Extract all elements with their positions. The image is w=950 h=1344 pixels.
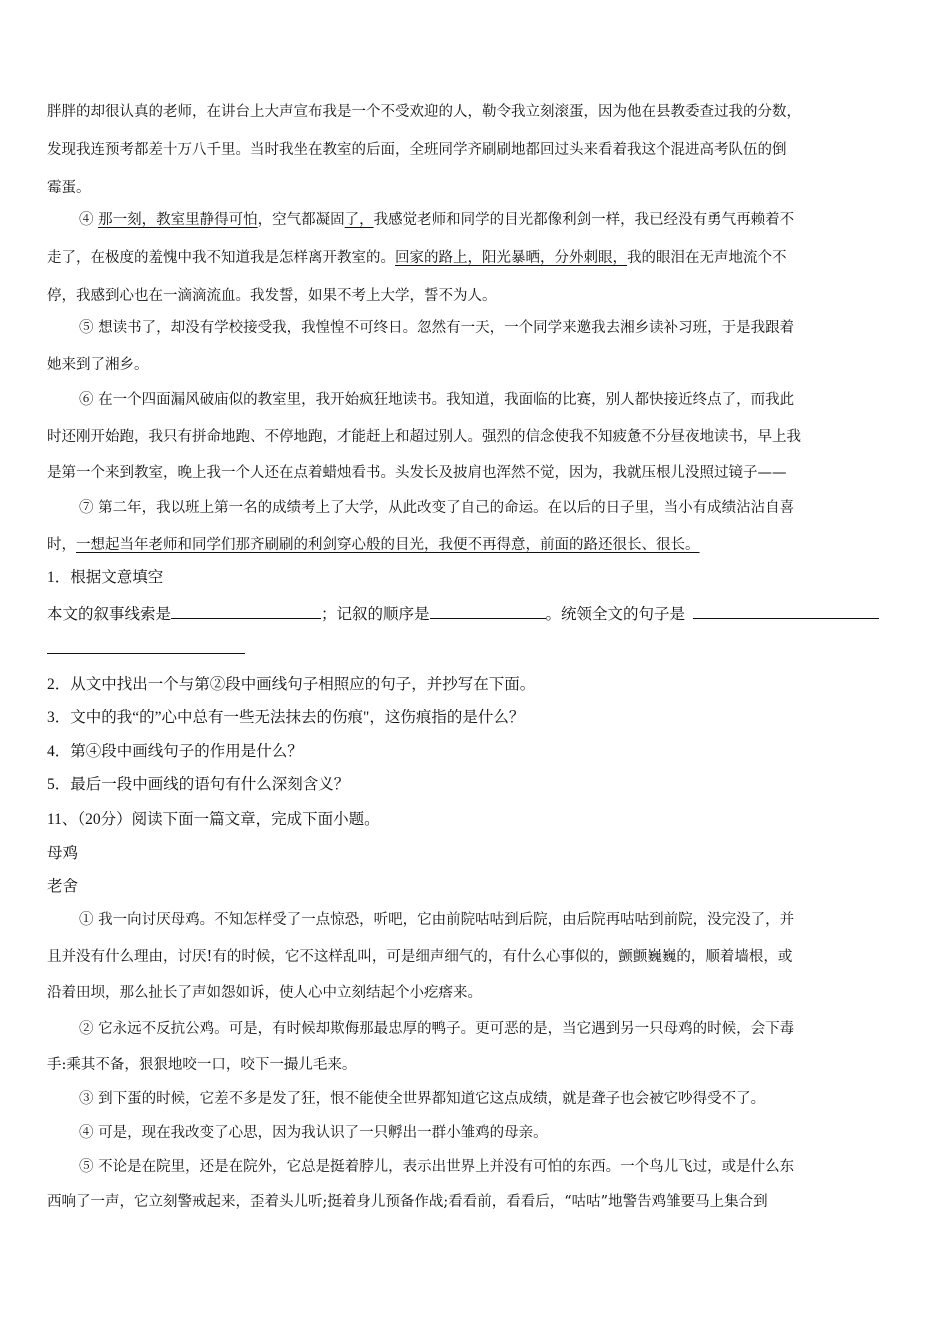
text-line: 沿着田坝，那么扯长了声如怨如诉，使人心中立刻结起个小疙瘩来。: [47, 985, 482, 1001]
text-line: 停，我感到心也在一滴滴流血。我发誓，如果不考上大学，誓不为人。: [47, 288, 497, 304]
question-1-continued-blank: [47, 638, 907, 660]
text-span: 我的眼泪在无声地流个不: [627, 250, 787, 266]
text-line: 且并没有什么理由，讨厌!有的时候，它不这样乱叫，可是细声细气的，有什么心事似的，颤颤巍巍的，顺着墙根，或: [47, 949, 793, 965]
question-11: 11、（20分）阅读下面一篇文章，完成下面小题。: [47, 811, 380, 828]
text-line: ⑥ 在一个四面漏风破庙似的教室里，我开始疯狂地读书。我知道，我面临的比赛，别人都快接近终点了，而我此: [79, 392, 795, 408]
text-span: ，空气都凝固: [257, 212, 345, 228]
paragraph-4-line-2: [47, 248, 907, 268]
text-span: 我感觉老师和同学的目光都像利剑一样，我已经没有勇气再赖着不: [373, 212, 795, 228]
question-1-blanks: [47, 603, 907, 625]
paragraph-4-line-1: [79, 210, 907, 230]
text-line: ④ 可是，现在我改变了心思，因为我认识了一只孵出一群小雏鸡的母亲。: [79, 1125, 548, 1141]
question-4: 4．第④段中画线句子的作用是什么？: [47, 743, 303, 760]
underlined-sentence: 回家的路上，阳光暴晒，分外刺眼，: [395, 250, 627, 266]
paragraph-7-line-2: [47, 535, 907, 555]
question-2: 2．从文中找出一个与第②段中画线句子相照应的句子，并抄写在下面。: [47, 676, 536, 693]
question-5: 5．最后一段中画线的语句有什么深刻含义？: [47, 776, 350, 793]
text-line: 时还刚开始跑，我只有拼命地跑、不停地跑，才能赶上和超过别人。强烈的信念使我不知疲惫不分昼夜地读书，早上我: [47, 429, 801, 445]
article-author: 老舍: [47, 878, 79, 895]
text-line: 她来到了湘乡。: [47, 357, 149, 373]
answer-blank[interactable]: [693, 603, 879, 619]
text-line: ⑤ 想读书了，却没有学校接受我，我惶惶不可终日。忽然有一天，一个同学来邀我去湘乡读补习班，于是我跟着: [79, 320, 795, 336]
text-span: 走了，在极度的羞愧中我不知道我是怎样离开教室的。: [47, 250, 395, 266]
text-line: 霉蛋。: [47, 180, 91, 196]
underlined-sentence: 一想起当年老师和同学们那齐刷刷的利剑穿心般的目光，我便不再得意，前面的路还很长、很长。: [76, 537, 700, 553]
blank-label: 本文的叙事线索是: [47, 606, 172, 623]
article-title: 母鸡: [47, 845, 79, 862]
text-line: 西响了一声，它立刻警戒起来，歪着头儿听;挺着身儿预备作战;看看前，看看后，“咕咕”地警告鸡雏要马上集合到: [47, 1194, 768, 1210]
underlined-sentence: 那一刻，教室里静得可怕: [98, 212, 258, 228]
text-line: ② 它永远不反抗公鸡。可是，有时候却欺侮那最忠厚的鸭子。更可恶的是，当它遇到另一只母鸡的时候，会下毒: [79, 1021, 795, 1037]
text-line: 手:乘其不备，狠狠地咬一口，咬下一撮儿毛来。: [47, 1057, 357, 1073]
text-line: ③ 到下蛋的时候，它差不多是发了狂，恨不能使全世界都知道它这点成绩，就是聋子也会被它吵得受不了。: [79, 1091, 766, 1107]
blank-label: ；记叙的顺序是: [321, 606, 430, 623]
answer-blank[interactable]: [430, 603, 546, 619]
text-line: 是第一个来到教室，晚上我一个人还在点着蜡烛看书。头发长及披肩也浑然不觉，因为，我就压根儿没照过镜子——: [47, 465, 787, 481]
text-span: 时，: [47, 537, 76, 553]
text-line: ⑦ 第二年，我以班上第一名的成绩考上了大学，从此改变了自己的命运。在以后的日子里，当小有成绩沾沾自喜: [79, 500, 795, 516]
underlined-text: 了，: [344, 212, 374, 228]
text-line: ⑤ 不论是在院里，还是在院外，它总是挺着脖儿，表示出世界上并没有可怕的东西。一个鸟儿飞过，或是什么东: [79, 1159, 795, 1175]
text-line: ① 我一向讨厌母鸡。不知怎样受了一点惊恐，听吧，它由前院咕咕到后院，由后院再咕咕到前院，没完没了，并: [79, 912, 795, 928]
answer-blank[interactable]: [171, 603, 321, 619]
question-3: 3．文中的我“的”心中总有一些无法抹去的伤痕"，这伤痕指的是什么？: [47, 709, 525, 726]
text-line: 发现我连预考都差十万八千里。当时我坐在教室的后面，全班同学齐刷刷地都回过头来看着我这个混进高考队伍的倒: [47, 142, 787, 158]
paragraph-number: ④: [79, 212, 94, 228]
answer-blank[interactable]: [47, 638, 245, 654]
question-1: 1．根据文意填空: [47, 569, 164, 586]
blank-label: 。统领全文的句子是: [545, 606, 686, 623]
text-line: 胖胖的却很认真的老师，在讲台上大声宣布我是一个不受欢迎的人，勒令我立刻滚蛋，因为他在县教委查过我的分数，: [47, 104, 801, 120]
